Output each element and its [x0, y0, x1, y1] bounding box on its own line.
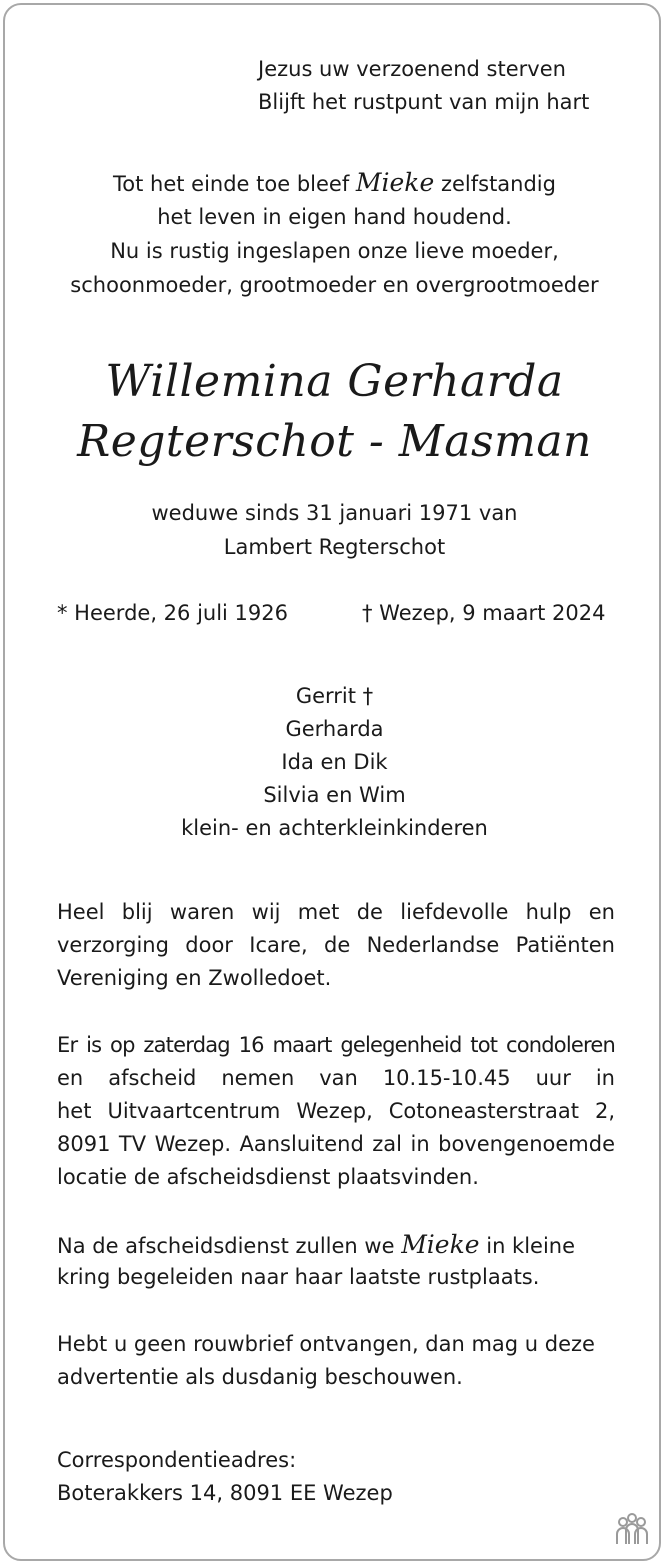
thanks-line-1: Heel blij waren wij met de liefdevolle hulp en [57, 900, 615, 924]
family-member: Silvia en Wim [263, 783, 406, 807]
deceased-name-line-1: Willemina Gerharda [105, 356, 564, 407]
address-value: Boterakkers 14, 8091 EE Wezep [57, 1481, 393, 1505]
death-date: † Wezep, 9 maart 2024 [362, 601, 606, 625]
burial-line-1-start: Na de afscheidsdienst zullen we [57, 1234, 395, 1258]
deceased-name-line-2: Regterschot - Masman [77, 416, 592, 467]
intro-line-1-start: Tot het einde toe bleef [113, 172, 350, 196]
condolence-line-4: 8091 TV Wezep. Aansluitend zal in bovengenoemde [57, 1132, 615, 1156]
intro-line-3: Nu is rustig ingeslapen onze lieve moeder, [110, 239, 559, 263]
widow-line-1: weduwe sinds 31 januari 1971 van [151, 501, 518, 525]
burial-line-1-end: in kleine [486, 1234, 576, 1258]
people-group-icon [612, 1510, 652, 1550]
intro-line-2: het leven in eigen hand houdend. [157, 205, 512, 229]
thanks-line-3: Vereniging en Zwolledoet. [57, 966, 332, 990]
burial-line-2: kring begeleiden naar haar laatste rustplaats. [57, 1265, 540, 1289]
address-label: Correspondentieadres: [57, 1448, 297, 1472]
condolence-line-2: en afscheid nemen van 10.15-10.45 uur in [57, 1066, 615, 1090]
condolence-line-1: Er is op zaterdag 16 maart gelegenheid tot condoleren [57, 1033, 615, 1057]
intro-line-1 [0, 166, 669, 201]
burial-nickname: Mieke [401, 1230, 480, 1259]
notice-line-1: Hebt u geen rouwbrief ontvangen, dan mag u deze [57, 1332, 595, 1356]
burial-line-1 [57, 1228, 575, 1263]
family-member: Gerharda [285, 717, 384, 741]
family-member: klein- en achterkleinkinderen [181, 816, 488, 840]
family-member: Ida en Dik [281, 750, 388, 774]
family-member: Gerrit † [295, 684, 374, 708]
condolence-line-3: het Uitvaartcentrum Wezep, Cotoneasterstraat 2, [57, 1099, 615, 1123]
condolence-line-5: locatie de afscheidsdienst plaatsvinden. [57, 1165, 479, 1189]
intro-line-4: schoonmoeder, grootmoeder en overgrootmoeder [70, 273, 599, 297]
verse-line-2: Blijft het rustpunt van mijn hart [258, 90, 590, 114]
intro-line-1-end: zelfstandig [440, 172, 556, 196]
widow-line-2: Lambert Regterschot [223, 535, 446, 559]
intro-nickname: Mieke [355, 168, 435, 197]
thanks-line-2: verzorging door Icare, de Nederlandse Patiënten [57, 933, 615, 957]
notice-line-2: advertentie als dusdanig beschouwen. [57, 1365, 463, 1389]
verse-line-1: Jezus uw verzoenend sterven [258, 57, 566, 81]
birth-date: * Heerde, 26 juli 1926 [57, 601, 288, 625]
